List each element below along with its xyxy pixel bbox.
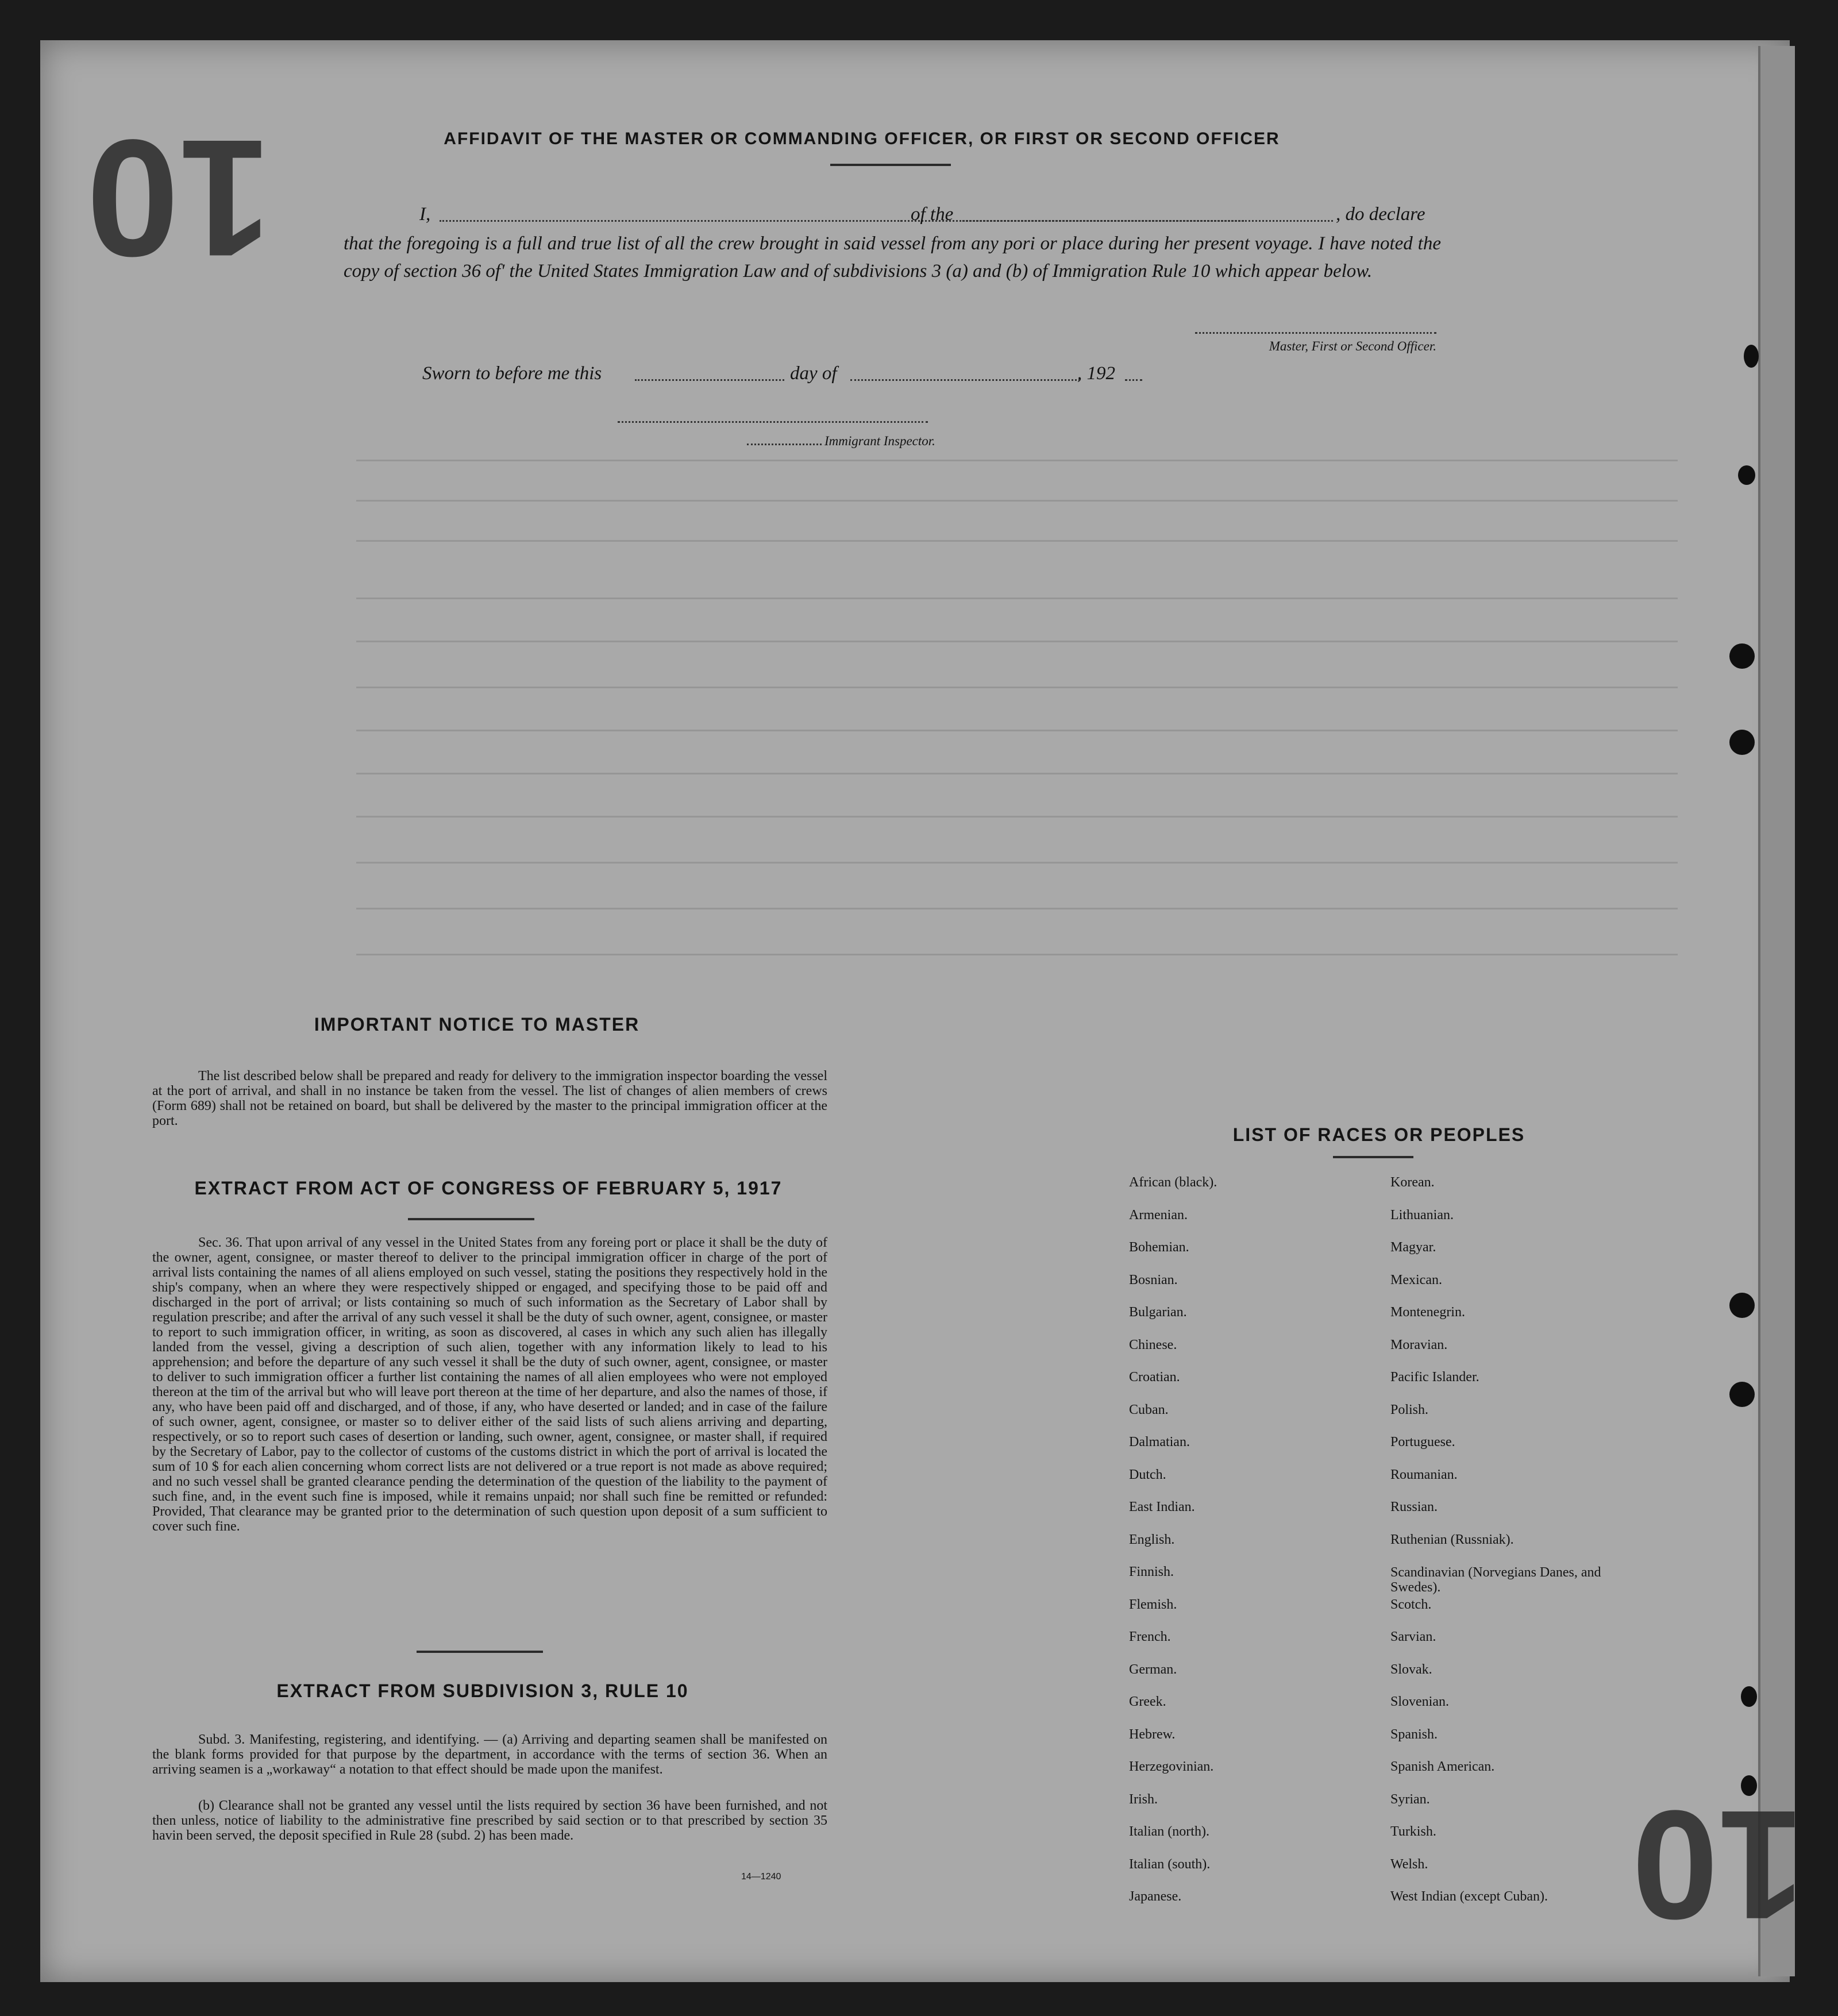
race-item: Chinese.: [1129, 1337, 1177, 1352]
inspector-label: Immigrant Inspector.: [824, 434, 935, 448]
declarant-i-label: I,: [419, 204, 431, 225]
race-item: Turkish.: [1390, 1824, 1436, 1839]
race-item: Welsh.: [1390, 1856, 1428, 1872]
race-item: Slovak.: [1390, 1662, 1432, 1677]
race-item: Montenegrin.: [1390, 1305, 1465, 1320]
signature-field[interactable]: [1195, 332, 1436, 334]
declare-line: [345, 204, 1442, 232]
race-item: Italian (north).: [1129, 1824, 1209, 1839]
affidavit-body: that the foregoing is a full and true list of all the crew brought in said vessel from any pori or place during her present voyage. I have noted the copy of section 36 of' the United States Immigration Law and of subdivisions 3 (a) and (b) of Immigration Rule 10 which appear below.: [344, 233, 1441, 282]
race-item: Bohemian.: [1129, 1240, 1189, 1255]
race-item: Scotch.: [1390, 1597, 1432, 1612]
race-item: Polish.: [1390, 1402, 1429, 1417]
sworn-day-field[interactable]: [635, 379, 784, 381]
race-item: Bulgarian.: [1129, 1305, 1187, 1320]
sworn-month-field[interactable]: [850, 379, 1080, 381]
race-item: Greek.: [1129, 1694, 1166, 1709]
race-item: Irish.: [1129, 1791, 1158, 1807]
race-item: Spanish.: [1390, 1726, 1438, 1742]
races-title-rule: [1333, 1156, 1413, 1158]
race-item: Finnish.: [1129, 1564, 1174, 1579]
race-item: Flemish.: [1129, 1597, 1177, 1612]
race-item: Armenian.: [1129, 1207, 1188, 1223]
notice-body: The list described below shall be prepared and ready for delivery to the immigration inspector boarding the vessel at the port of arrival, and shall in no instance be taken from the vessel. The list of changes of alien members of crews (Form 689) shall not be retained on board, but shall be delivered by the master to the principal immigration officer at the port.: [152, 1069, 827, 1128]
act-body: Sec. 36. That upon arrival of any vessel in the United States from any foreing port or place it shall be the duty of the owner, agent, consignee, or master thereof to deliver to the principal immigration officer in charge of the port of arrival lists containing the names of all aliens employed on such vessel, stating the positions they respectively hold in the ship's company, when an where they were respectively shipped or engaged, and specifying those to be paid off and discharged in the port of arrival; or lists containing so much of such information as the Secretary of Labor shall by regulation prescribe; and after the arrival of any such vessel it shall be the duty of such owner, agent, consignee, or master to report to such immigration officer, in writing, as soon as discovered, al cases in which any such alien has illegally landed from the vessel, giving a description of such alien, together with any information likely to lead to his apprehension; and before the departure of any such vessel it shall be the duty of such owner, agent, consignee, or master to deliver to such immigration officer a further list containing the names of all alien employees who were not employed thereon at the tim of the arrival but who will leave port thereon at the time of her departure, and also the names of those, if any, who have been paid off and discharged, and of those, if any, who have deserted or landed; and in case of the failure of such owner, agent, consignee, or master so to deliver either of the said lists of such aliens arriving and departing, respectively, or so to report such cases of desertion or landing, such owner, agent, consignee, or master shall, if required by the Secretary of Labor, pay to the collector of customs of the customs district in which the port of arrival is located the sum of 10 $ for each alien concerning whom correct lists are not delivered or a true report is not made as above required; and no such vessel shall be granted clearance pending the determination of the question of the liability to the payment of such fine, and, in the event such fine is imposed, while it remains unpaid; nor shall such fine be remitted or refunded: Provided, That clearance may be granted prior to the determination of such question upon deposit of a sum sufficient to cover such fine.: [152, 1235, 827, 1534]
race-item: Dutch.: [1129, 1467, 1166, 1482]
rule-para-b: (b) Clearance shall not be granted any vessel until the lists required by section 36 have been furnished, and not then unless, notice of liability to the administrative fine prescribed by said section or to that prescribed by section 35 havin been served, the deposit specified in Rule 28 (subd. 2) has been made.: [152, 1798, 827, 1843]
race-item: Italian (south).: [1129, 1856, 1211, 1872]
rule-para-a: Subd. 3. Manifesting, registering, and identifying. — (a) Arriving and departing seamen shall be manifested on the blank forms provided for that purpose by the department, in accordance with the terms of section 36. When an arriving seamen is a „workaway“ a notation to that effect should be made upon the manifest.: [152, 1732, 827, 1777]
race-item: Roumanian.: [1390, 1467, 1458, 1482]
race-item: Syrian.: [1390, 1791, 1430, 1807]
page-edge: [1758, 46, 1795, 1976]
race-item: Dalmatian.: [1129, 1435, 1190, 1450]
signature-label: Master, First or Second Officer.: [1269, 339, 1436, 353]
race-item: Bosnian.: [1129, 1272, 1178, 1288]
races-left-column: [1129, 1166, 1370, 1913]
of-the-label: of the: [911, 204, 954, 225]
race-item: Herzegovinian.: [1129, 1759, 1214, 1774]
race-item: Hebrew.: [1129, 1726, 1176, 1742]
do-declare-label: , do declare: [1336, 204, 1425, 225]
affidavit-title: AFFIDAVIT OF THE MASTER OR COMMANDING OFFICER, OR FIRST OR SECOND OFFICER: [444, 129, 1280, 148]
race-item: French.: [1129, 1629, 1171, 1644]
sworn-year-label: , 192: [1077, 363, 1115, 384]
race-item: Slovenian.: [1390, 1694, 1449, 1709]
race-item: Moravian.: [1390, 1337, 1448, 1352]
race-item: Magyar.: [1390, 1240, 1436, 1255]
stamp-number-bottom-right: 10: [1632, 1778, 1805, 1951]
races-right-column: [1390, 1166, 1632, 1913]
race-item: Pacific Islander.: [1390, 1370, 1479, 1385]
race-item: Portuguese.: [1390, 1435, 1455, 1450]
notice-title: IMPORTANT NOTICE TO MASTER: [314, 1014, 640, 1035]
sworn-prefix-label: Sworn to before me this: [422, 363, 602, 384]
races-title: LIST OF RACES OR PEOPLES: [1232, 1124, 1525, 1145]
sworn-year-field[interactable]: [1125, 379, 1142, 381]
act-end-rule: [417, 1651, 543, 1653]
declarant-name-dots: [440, 220, 902, 222]
stamp-number-top-left: 10: [86, 105, 272, 291]
race-item: Cuban.: [1129, 1402, 1169, 1417]
act-title: EXTRACT FROM ACT OF CONGRESS OF FEBRUARY 5, 1917: [194, 1178, 783, 1198]
race-item: Korean.: [1390, 1175, 1435, 1190]
sworn-line: [422, 363, 1169, 391]
race-item: Mexican.: [1390, 1272, 1442, 1288]
race-item: Japanese.: [1129, 1889, 1182, 1904]
form-number: 14—1240: [741, 1872, 781, 1882]
title-rule: [830, 164, 951, 166]
race-item: English.: [1129, 1532, 1175, 1547]
race-item: West Indian (except Cuban).: [1390, 1889, 1548, 1904]
act-title-rule: [408, 1218, 534, 1220]
race-item: East Indian.: [1129, 1500, 1195, 1514]
sworn-day-label: day of: [790, 363, 837, 384]
race-item: Spanish American.: [1390, 1759, 1495, 1774]
race-item: Ruthenian (Russniak).: [1390, 1532, 1514, 1547]
rule-title: EXTRACT FROM SUBDIVISION 3, RULE 10: [276, 1680, 689, 1701]
inspector-prefix-dots: [747, 444, 822, 445]
race-item: Lithuanian.: [1390, 1207, 1454, 1223]
race-item: Russian.: [1390, 1500, 1438, 1514]
inspector-signature-field[interactable]: [618, 421, 928, 423]
race-item: Croatian.: [1129, 1370, 1180, 1385]
race-item: African (black).: [1129, 1175, 1217, 1190]
race-item: Scandinavian (Norvegians Danes, and Swedes).: [1390, 1565, 1601, 1595]
vessel-name-field[interactable]: [960, 220, 1333, 222]
race-item: Sarvian.: [1390, 1629, 1436, 1644]
race-item: German.: [1129, 1662, 1177, 1677]
